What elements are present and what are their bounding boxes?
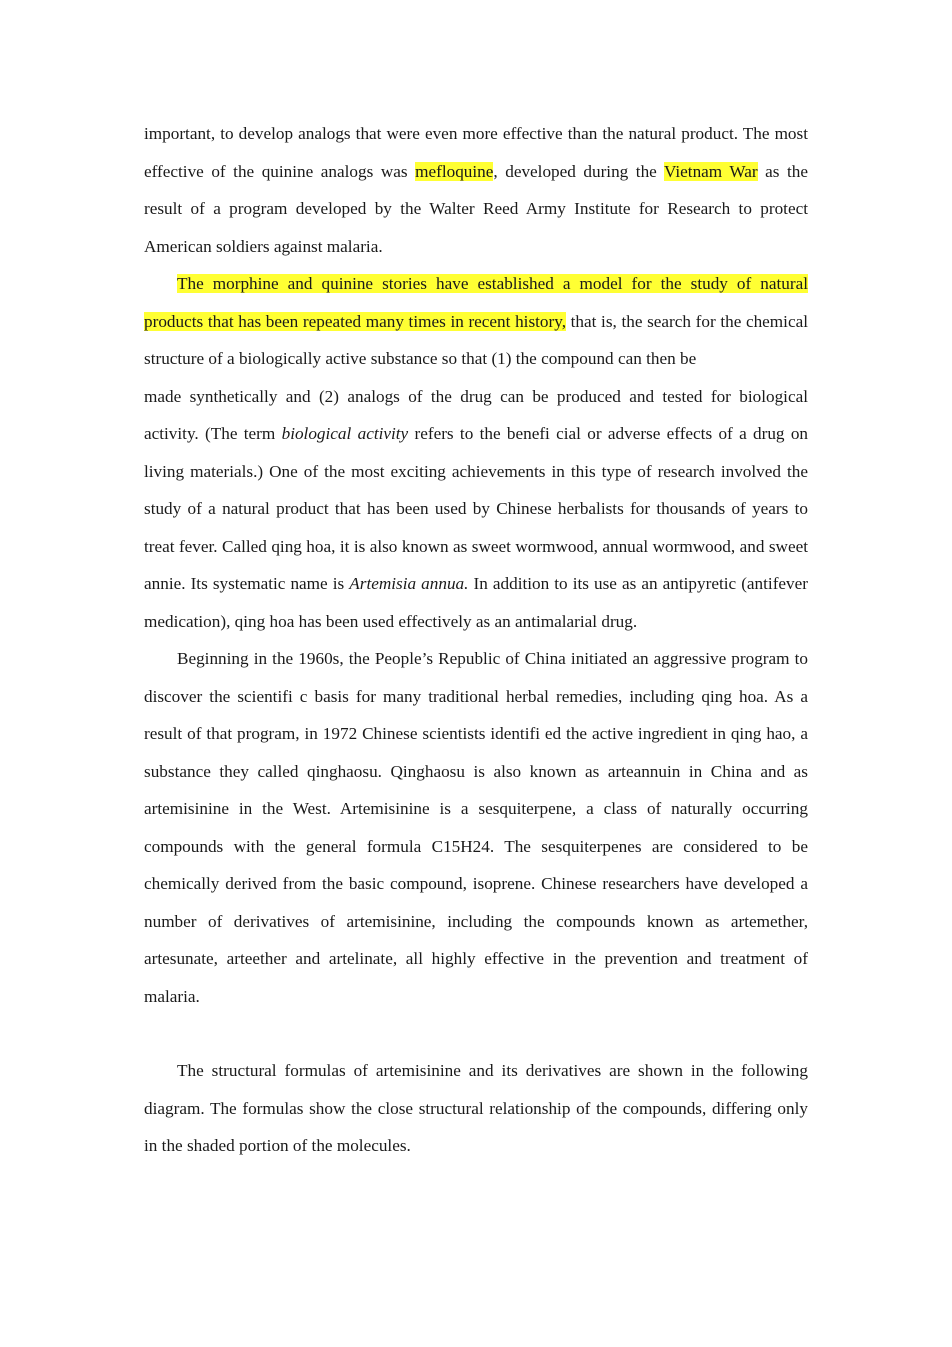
paragraph-3-text-c: In addition to its use as an antipyretic (antifever medication), qing hoa has been used effectively as an antimalarial drug. — [144, 574, 808, 631]
paragraph-2 — [144, 265, 808, 378]
highlight-model-sentence: The morphine and quinine stories have established a model for the study of natural products that has been repeated many times in recent history, — [144, 274, 808, 331]
paragraph-4: Beginning in the 1960s, the People’s Republic of China initiated an aggressive program to discover the scientifi c basis for many traditional herbal remedies, including qing hoa. As a result of that program, in 1972 Chinese scientists identifi ed the active ingredient in qing hao, a substance they called qinghaosu. Qinghaosu is also known as arteannuin in China and as artemisinine in the West. Artemisinine is a sesquiterpene, a class of naturally occurring compounds with the general formula C15H24. The sesquiterpenes are considered to be chemically derived from the basic compound, isoprene. Chinese researchers have developed a number of derivatives of artemisinine, including the compounds known as artemether, artesunate, arteether and artelinate, all highly effective in the prevention and treatment of malaria. — [144, 649, 808, 1006]
term-artemisia-annua: Artemisia annua. — [349, 574, 469, 593]
paragraph-gap — [144, 1015, 808, 1052]
paragraph-1 — [144, 115, 808, 265]
paragraph-5: The structural formulas of artemisinine and its derivatives are shown in the following diagram. The formulas show the close structural relationship of the compounds, differing only in the shaded portion of the molecules. — [144, 1061, 808, 1155]
document-body — [144, 115, 808, 1165]
paragraph-1-text-a: important, to develop analogs that were even more effective than the natural product. The most effective of the quinine analogs was — [144, 124, 808, 181]
paragraph-1-text-b: , developed during the — [493, 161, 665, 181]
paragraph-2-text: that is, the search for the chemical structure of a biologically active substance so that (1) the compound can then be — [144, 311, 808, 368]
paragraph-3-text-b: refers to the benefi cial or adverse effects of a drug on living materials.) One of the most exciting achievements in this type of research involved the study of a natural product that has been used by Chinese herbalists for thousands of years to treat fever. Called qing hoa, it is also known as sweet wormwood, annual wormwood, and sweet annie. Its systematic name is — [144, 424, 809, 593]
highlight-mefloquine: mefloquine — [415, 161, 494, 181]
highlight-vietnam-war: Vietnam War — [664, 161, 758, 181]
paragraph-3-text-a: made synthetically and (2) analogs of the drug can be produced and tested for biological activity. (The term — [144, 386, 808, 443]
paragraph-1-text-c: as the result of a program developed by the Walter Reed Army Institute for Research to protect American soldiers against malaria. — [144, 161, 808, 256]
paragraph-3 — [144, 378, 808, 641]
term-biological-activity: biological activity — [281, 424, 409, 443]
